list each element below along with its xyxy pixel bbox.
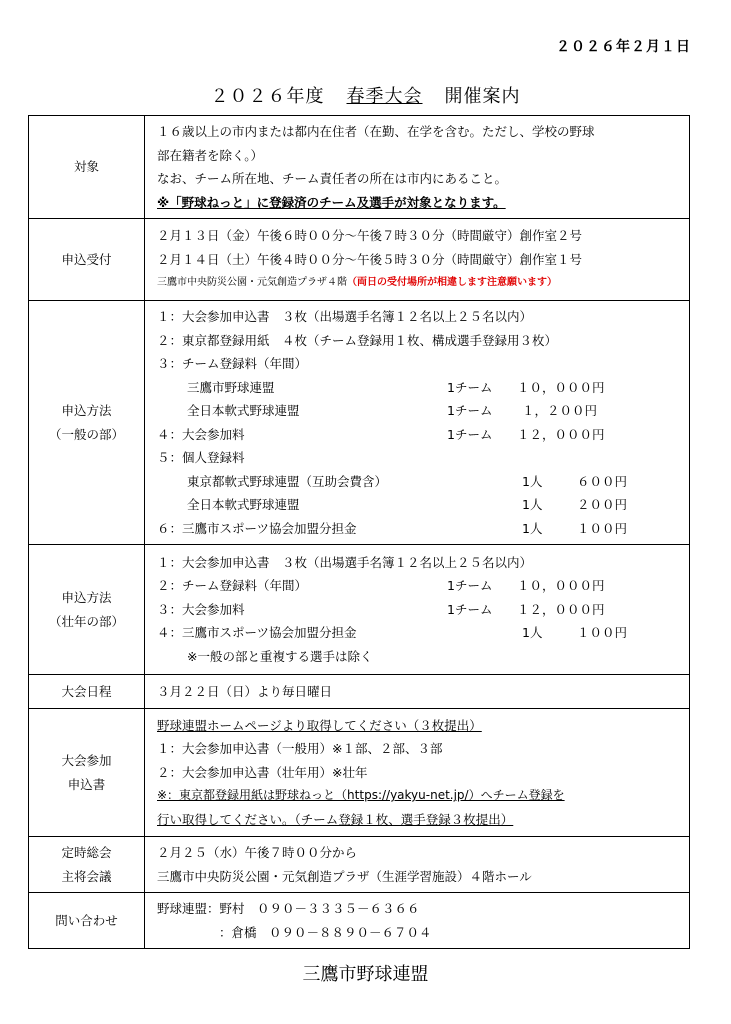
reception-line-2: ２月１４日（土）午後４時００分～午後５時３０分（時間厳守）創作室１号 xyxy=(157,251,583,267)
target-line-2: 部在籍者を除く。） xyxy=(157,147,264,163)
content-reception xyxy=(145,219,690,301)
general-fee-2: 全日本軟式野球連盟 1チーム １，２００円 xyxy=(187,403,597,418)
general-line-3: ３：チーム登録料（年間） xyxy=(157,356,308,371)
label-senior-1: 申込方法 xyxy=(61,589,112,605)
reception-line-1: ２月１３日（金）午後６時００分～午後７時３０分（時間厳守）創作室２号 xyxy=(157,228,583,244)
label-schedule: 大会日程 xyxy=(29,675,145,709)
label-meeting-2: 主将会議 xyxy=(61,868,112,884)
content-target xyxy=(145,116,690,219)
general-line-1: １：大会参加申込書 ３枚（出場選手名簿１２名以上２５名以内） xyxy=(157,309,533,324)
general-fee-6: ６：三鷹市スポーツ協会加盟分担金 1人 １００円 xyxy=(157,520,627,536)
label-application-1: 大会参加 xyxy=(61,752,112,768)
general-line-5: ５：個人登録料 xyxy=(157,450,245,465)
label-general-2: （一般の部） xyxy=(48,426,124,442)
target-line-3: なお、チーム所在地、チーム責任者の所在は市内にあること。 xyxy=(157,171,508,186)
senior-note: ※一般の部と重複する選手は除く xyxy=(187,648,373,664)
title-notice: 開催案内 xyxy=(444,86,521,107)
row-schedule xyxy=(29,675,690,709)
general-fee-1: 三鷹市野球連盟 1チーム １０，０００円 xyxy=(187,379,605,395)
organization-name: 三鷹市野球連盟 xyxy=(302,964,429,985)
label-meeting xyxy=(29,837,145,893)
label-reception: 申込受付 xyxy=(29,219,145,301)
senior-line-1: １：大会参加申込書 ３枚（出場選手名簿１２名以上２５名以内） xyxy=(157,554,533,570)
row-application xyxy=(29,709,690,837)
target-line-4: ※「野球ねっと」に登録済のチーム及選手が対象となります。 xyxy=(157,194,506,210)
row-meeting xyxy=(29,837,690,893)
title-year: ２０２６年度 xyxy=(210,86,325,107)
label-senior xyxy=(29,545,145,675)
target-line-1: １６歳以上の市内または都内在住者（在勤、在学を含む。ただし、学校の野球 xyxy=(157,124,595,139)
contact-line-2: ：倉橋 ０９０－８８９０－６７０４ xyxy=(219,924,432,940)
label-meeting-1: 定時総会 xyxy=(61,844,112,860)
label-contact: 問い合わせ xyxy=(29,893,145,949)
application-line-5: 行い取得してください。（チーム登録１枚、選手登録３枚提出） xyxy=(157,811,514,827)
label-general-1: 申込方法 xyxy=(61,402,112,418)
label-senior-2: （壮年の部） xyxy=(48,613,124,629)
content-senior xyxy=(145,545,690,675)
application-line-3: ２：大会参加申込書（壮年用）※壮年 xyxy=(157,764,368,780)
meeting-line-1: ２月２５（水）午後７時００分から xyxy=(157,845,358,860)
meeting-line-2: 三鷹市中央防災公園・元気創造プラザ（生涯学習施設）４階ホール xyxy=(157,868,532,884)
senior-fee-2: ３：大会参加料 1チーム １２，０００円 xyxy=(157,601,605,617)
document-date: ２０２６年２月１日 xyxy=(556,39,691,55)
application-line-4: ※：東京都登録用紙は野球ねっと（https://yakyu-net.jp/）へチーム登録を xyxy=(157,788,565,803)
content-general xyxy=(145,301,690,545)
content-application xyxy=(145,709,690,837)
document-title xyxy=(0,82,731,108)
content-contact xyxy=(145,893,690,949)
row-general xyxy=(29,301,690,545)
info-table xyxy=(28,115,690,949)
row-contact xyxy=(29,893,690,949)
general-line-2: ２：東京都登録用紙 ４枚（チーム登録用１枚、構成選手登録用３枚） xyxy=(157,332,558,348)
content-meeting xyxy=(145,837,690,893)
senior-fee-3: ４：三鷹市スポーツ協会加盟分担金 1人 １００円 xyxy=(157,625,627,641)
application-line-2: １：大会参加申込書（一般用）※１部、２部、３部 xyxy=(157,741,443,757)
reception-venue: 三鷹市中央防災公園・元気創造プラザ４階 xyxy=(157,277,347,289)
label-application xyxy=(29,709,145,837)
application-line-1: 野球連盟ホームページより取得してください（３枚提出） xyxy=(157,717,482,733)
row-target xyxy=(29,116,690,219)
senior-fee-1: ２：チーム登録料（年間） 1チーム １０，０００円 xyxy=(157,578,605,594)
title-event: 春季大会 xyxy=(346,86,423,107)
general-fee-4: 東京都軟式野球連盟（互助会費含） 1人 ６００円 xyxy=(187,473,627,489)
general-fee-5: 全日本軟式野球連盟 1人 ２００円 xyxy=(187,497,627,512)
row-senior xyxy=(29,545,690,675)
label-general xyxy=(29,301,145,545)
row-reception xyxy=(29,219,690,301)
label-target: 対象 xyxy=(29,116,145,219)
label-application-2: 申込書 xyxy=(67,776,106,792)
content-schedule: ３月２２日（日）より毎日曜日 xyxy=(145,675,690,709)
contact-line-1: 野球連盟：野村 ０９０－３３３５－６３６６ xyxy=(157,901,420,916)
reception-warning: （両日の受付場所が相違します注意願います） xyxy=(347,277,557,289)
reception-line-3 xyxy=(157,271,683,295)
general-fee-3: ４：大会参加料 1チーム １２，０００円 xyxy=(157,426,605,442)
